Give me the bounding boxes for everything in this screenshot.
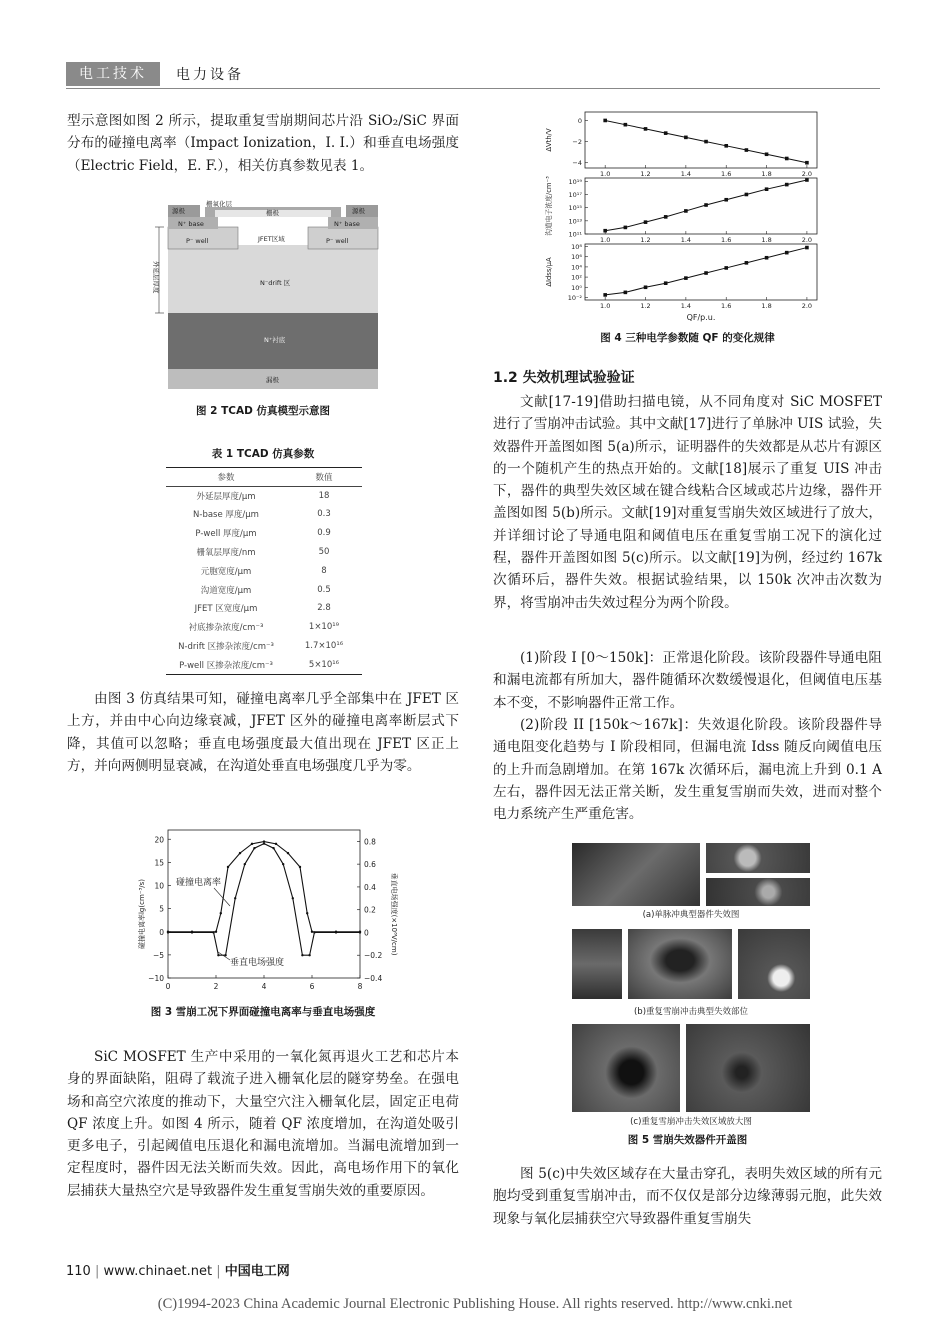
- fig4-data-point: [785, 183, 789, 187]
- table-cell-param: P-well 区掺杂浓度/cm⁻³: [179, 660, 273, 671]
- fig3-ef-point: [244, 863, 246, 865]
- fig4-y-tick-label: 10⁻²: [567, 293, 582, 302]
- fig3-ii-point: [251, 843, 253, 845]
- fig4-data-point: [745, 261, 749, 265]
- right-paragraph-4: 图 5(c)中失效区域存在大量击穿孔，表明失效区域的所有元胞均受到重复雪崩冲击，而不仅仅是部分边缘薄弱元胞，此失效现象与氧化层捕获空穴导致器件重复雪崩失: [493, 1166, 882, 1227]
- fig3-caption: 图 3 雪崩工况下界面碰撞电离率与垂直电场强度: [150, 1006, 376, 1018]
- fig3-ii-point: [239, 852, 241, 854]
- fig3-plot-frame: [168, 830, 360, 978]
- fig3-ii-point: [227, 866, 229, 868]
- fig3-x-tick-label: 2: [213, 982, 219, 991]
- fig4-panel-frame: [585, 112, 817, 168]
- fig4-data-point: [644, 220, 648, 224]
- fig4-y-tick-label: 10¹¹: [568, 230, 582, 239]
- fig4-x-tick-label: 2.0: [801, 236, 813, 244]
- fig3-ef-point: [212, 931, 214, 933]
- fig4-data-point: [765, 256, 769, 260]
- fig3-ef-point: [308, 954, 310, 956]
- fig3-right-tick-label: −0.2: [364, 951, 383, 961]
- table-cell-value: 0.9: [317, 528, 331, 539]
- fig2-label-nbase-left: N⁺ base: [178, 220, 204, 228]
- fig4-panel-frame: [585, 244, 817, 300]
- fig4-data-point: [624, 123, 628, 127]
- fig3-right-tick-label: 0.8: [364, 837, 376, 847]
- fig3-left-tick-label: 10: [154, 881, 164, 891]
- table-row: [166, 637, 362, 656]
- page-number: 110: [66, 1264, 91, 1279]
- table-row: [166, 599, 362, 618]
- table-row: [166, 524, 362, 543]
- fig2-label-jfet: JFET区域: [258, 235, 285, 243]
- fig4-x-tick-label: 1.8: [761, 170, 772, 178]
- table-cell-param: N-base 厚度/μm: [193, 510, 259, 521]
- fig4-y-tick-label: 10²: [571, 273, 582, 282]
- fig2-label-pwell-right: P⁻ well: [326, 237, 349, 245]
- right-paragraph-3: (2)阶段 II [150k～167k]：失效退化阶段。该阶段器件导通电阻变化趋势与 I 阶段相同，但漏电流 Idss 随反向阈值电压的上升而急剧增加。在第 167k 次循环后，漏电流上升到 0.1 A 左右，器件因无法正常关断，发生重复雪崩而失效，进而对整个电力系统产生严重危害。: [493, 717, 882, 823]
- fig4-x-tick-label: 1.6: [721, 236, 732, 244]
- fig4-data-point: [664, 281, 668, 285]
- fig4-x-tick-label: 2.0: [801, 170, 813, 178]
- fig4-data-point: [603, 229, 607, 233]
- fig3-ii-point: [299, 866, 301, 868]
- table-cell-param: P-well 厚度/μm: [195, 529, 257, 540]
- fig4-data-point: [603, 119, 607, 123]
- fig3-left-tick-label: −10: [148, 974, 164, 983]
- fig5c-caption: (c)重复雪崩冲击失效区域放大图: [630, 1117, 752, 1127]
- table-row: [166, 486, 362, 505]
- fig5b-photo-1: [572, 929, 622, 999]
- fig4-data-point: [785, 157, 789, 161]
- fig4-data-point: [805, 246, 809, 250]
- fig2-label-pwell-left: P⁻ well: [186, 237, 209, 245]
- fig4-x-tick-label: 2.0: [801, 302, 813, 310]
- fig3-x-tick-label: 8: [357, 982, 363, 991]
- fig3-left-tick-label: 15: [154, 858, 164, 868]
- fig3-label-ef-leader: [218, 952, 230, 960]
- fig3-ii-point: [215, 931, 217, 933]
- table-cell-value: 50: [318, 547, 330, 558]
- table-cell-value: 2.8: [317, 603, 331, 614]
- fig4-y-tick-label: 10⁰: [571, 283, 582, 292]
- fig4-data-point: [745, 148, 749, 152]
- fig4-y-tick-label: 10¹⁷: [568, 190, 582, 199]
- fig4-y-tick-label: 10⁸: [571, 243, 582, 252]
- fig3-x-tick-label: 0: [165, 982, 171, 991]
- fig5a-photo-left: [572, 843, 700, 906]
- table-row: [166, 505, 362, 524]
- fig5b-photo-3: [738, 929, 810, 999]
- fig3-left-tick-label: −5: [152, 950, 164, 960]
- section-heading: 1.2 失效机理试验验证: [493, 370, 635, 386]
- fig4-x-tick-label: 1.4: [680, 302, 692, 310]
- fig5-caption: 图 5 雪崩失效器件开盖图: [627, 1134, 748, 1146]
- fig4-x-tick-label: 1.8: [761, 302, 772, 310]
- fig4-y-tick-label: 0: [577, 116, 582, 125]
- table-row: [166, 580, 362, 599]
- fig3-ylabel-right: 垂直电场强度(×10⁶V/cm): [390, 872, 398, 956]
- table-row: [166, 561, 362, 580]
- fig2-label-source-right: 源极: [352, 207, 365, 215]
- fig4-data-point: [624, 226, 628, 230]
- fig3-ii-point: [287, 852, 289, 854]
- fig2-label-gate: 栅极: [266, 209, 279, 217]
- fig2-diagram: [150, 197, 390, 391]
- table1: [166, 467, 362, 675]
- fig3-left-tick-label: 0: [159, 927, 164, 937]
- fig3-right-tick-label: 0.4: [364, 882, 376, 892]
- fig2-label-oxide: 栅氧化层: [206, 200, 232, 208]
- fig3-x-tick-label: 4: [261, 982, 267, 991]
- journal-badge: 电工技术: [66, 62, 160, 86]
- footer-site-link[interactable]: www.chinaet.net: [103, 1264, 213, 1279]
- left-paragraph-2: 由图 3 仿真结果可知，碰撞电离率几乎全部集中在 JFET 区上方，并由中心向边缘衰减，JFET 区外的碰撞电离率断层式下降，其值可以忽略；垂直电场强度最大值出现在 JFET 区正上方，并向两侧明显衰减，在沟道处垂直电场强度几乎为零。: [67, 691, 459, 774]
- left-paragraph-1: 型示意图如图 2 所示，提取重复雪崩期间芯片沿 SiO₂/SiC 界面分布的碰撞电离率（Impact Ionization，I. I.）和垂直电场强度（Electric Field，E. F.），相关仿真参数见表 1。: [67, 113, 459, 174]
- fig3-ef-point: [217, 954, 219, 956]
- table-cell-value: 18: [318, 490, 330, 501]
- fig3-left-tick-label: 5: [159, 904, 164, 914]
- table-cell-param: 栅氧层厚度/nm: [196, 548, 256, 559]
- fig4-data-point: [684, 209, 688, 213]
- fig3-ii-point: [311, 931, 313, 933]
- fig3-ef-point: [301, 954, 303, 956]
- fig2-label-substrate: N⁺衬底: [264, 336, 286, 344]
- fig4-ylabel: ΔIdss/μA: [545, 257, 553, 287]
- fig4-caption: 图 4 三种电学参数随 QF 的变化规律: [600, 332, 775, 344]
- fig4-y-tick-label: −2: [572, 138, 582, 147]
- fig4-data-point: [724, 198, 728, 202]
- fig4-data-point: [805, 161, 809, 165]
- fig4-data-point: [664, 131, 668, 135]
- fig3-ef-point: [191, 931, 193, 933]
- fig3-ef-point: [167, 931, 169, 933]
- fig3-ef-point: [234, 897, 236, 899]
- fig4-data-point: [704, 203, 708, 207]
- fig3-right-tick-label: 0: [364, 928, 369, 938]
- fig4-x-tick-label: 1.4: [680, 236, 692, 244]
- fig4-data-point: [765, 152, 769, 156]
- table1-header-row: [166, 468, 362, 487]
- fig3-ef-point: [224, 954, 226, 956]
- fig4-x-tick-label: 1.2: [640, 236, 651, 244]
- table-cell-param: 元胞宽度/μm: [200, 566, 252, 577]
- fig4-y-tick-label: 10¹³: [568, 217, 582, 226]
- table-cell-value: 0.3: [317, 509, 331, 520]
- fig4-data-point: [704, 271, 708, 275]
- table-cell-param: 沟道宽度/μm: [200, 585, 252, 596]
- table-cell-param: 衬底掺杂浓度/cm⁻³: [188, 623, 264, 634]
- fig4-y-tick-label: 10¹⁵: [568, 204, 582, 213]
- fig4-x-tick-label: 1.2: [640, 170, 651, 178]
- fig3-label-ef: 垂直电场强度: [230, 958, 285, 968]
- fig4-x-tick-label: 1.0: [600, 170, 611, 178]
- table-cell-param: 外延层厚度/μm: [196, 491, 256, 502]
- fig4-x-tick-label: 1.0: [600, 236, 611, 244]
- fig4-data-point: [745, 193, 749, 197]
- fig4-xlabel: QF/p.u.: [686, 313, 716, 322]
- table-cell-value: 1.7×10¹⁶: [304, 641, 344, 652]
- fig3-ef-point: [272, 847, 274, 849]
- table-row: [166, 655, 362, 674]
- fig4-data-point: [624, 291, 628, 295]
- fig4-x-tick-label: 1.2: [640, 302, 651, 310]
- fig3-chart: [130, 822, 408, 998]
- fig4-data-point: [785, 251, 789, 255]
- table-row: [166, 543, 362, 562]
- fig4-x-tick-label: 1.6: [721, 302, 732, 310]
- fig4-y-tick-label: 10⁴: [571, 263, 582, 272]
- fig4-x-tick-label: 1.4: [680, 170, 692, 178]
- fig5c-photo-2: [686, 1024, 810, 1112]
- right-paragraph-2: (1)阶段 I [0～150k]：正常退化阶段。该阶段器件导通电阻和漏电流都有所加大，器件随循环次数缓慢退化，但阈值电压基本不变，不影响器件正常工作。: [493, 650, 882, 711]
- fig3-ii-point: [263, 840, 265, 842]
- fig4-data-point: [684, 276, 688, 280]
- fig5a-caption: (a)单脉冲典型器件失效图: [642, 910, 740, 920]
- fig5b-caption: (b)重复雪崩冲击典型失效部位: [633, 1007, 749, 1017]
- table1-header: 数值: [315, 472, 333, 483]
- fig4-data-point: [724, 266, 728, 270]
- fig4-data-point: [664, 215, 668, 219]
- fig3-ef-point: [313, 931, 315, 933]
- fig3-left-tick-label: 20: [154, 835, 164, 845]
- fig3-ii-point: [306, 912, 308, 914]
- section-title: 电力设备: [176, 67, 244, 83]
- fig3-ef-point: [253, 847, 255, 849]
- fig2-label-nbase-right: N⁺ base: [334, 220, 360, 228]
- fig3-ii-point: [220, 912, 222, 914]
- fig3-right-tick-label: −0.4: [364, 974, 383, 983]
- fig3-label-ii: 碰撞电离率: [176, 878, 222, 888]
- table-cell-param: JFET 区宽度/μm: [194, 604, 258, 615]
- fig2-label-epi: 外延层厚度: [152, 261, 160, 294]
- fig2-label-drift: N⁻drift 区: [260, 279, 291, 287]
- page-footer: 110 | www.chinaet.net | 中国电工网: [66, 1264, 290, 1279]
- fig4-data-point: [765, 187, 769, 191]
- fig4-y-tick-label: −4: [572, 159, 582, 168]
- fig4-data-point: [644, 127, 648, 131]
- fig3-right-tick-label: 0.2: [364, 905, 376, 915]
- fig3-right-tick-label: 0.6: [364, 860, 376, 870]
- fig5b-photo-2: [628, 929, 732, 999]
- table-cell-value: 0.5: [317, 584, 331, 595]
- copyright-line: (C)1994-2023 China Academic Journal Electronic Publishing House. All rights reserved. http://www.cnki.net: [157, 1296, 793, 1312]
- table1-header: 参数: [217, 472, 235, 483]
- fig5a-photo-zoom-bottom: [706, 878, 810, 906]
- fig4-data-point: [603, 293, 607, 297]
- fig3-ef-point: [292, 897, 294, 899]
- fig4-ylabel: 沟道电子浓度/cm⁻³: [545, 176, 553, 236]
- table-row: [166, 618, 362, 637]
- fig5a-photo-zoom-top: [706, 843, 810, 873]
- fig4-x-tick-label: 1.8: [761, 236, 772, 244]
- right-paragraph-1: 文献[17-19]借助扫描电镜，从不同角度对 SiC MOSFET 进行了雪崩冲击试验。其中文献[17]进行了单脉冲 UIS 试验，失效器件开盖图如图 5(a)所示，证明器件的失效都是从芯片有源区的一个随机产生的热点开始的。文献[18]展示了重复 UIS 冲击下，器件的典型失效区域在键合线粘合区域或芯片边缘，器件开盖图如图 5(b)所示。文献[19]对重复雪崩失效区域进行了放大，并详细讨论了导通电阻和阈值电压在重复雪崩工况下的演化过程，器件开盖图如图 5(c)所示。以文献[19]为例，经过约 167k 次循环后，器件失效。根据试验结果，以 150k 次冲击次数为界，将雪崩冲击失效过程分为两个阶段。: [493, 394, 882, 611]
- table-cell-value: 8: [321, 565, 327, 576]
- fig5c-photo-1: [572, 1024, 680, 1112]
- fig3-ef-point: [335, 931, 337, 933]
- fig3-ylabel-left: 碰撞电离率lg(cm⁻³/s): [138, 878, 146, 950]
- fig4-y-tick-label: 10¹⁹: [568, 177, 582, 186]
- fig4-data-point: [684, 136, 688, 140]
- fig4-y-tick-label: 10⁶: [571, 253, 582, 262]
- fig4-data-point: [704, 140, 708, 144]
- fig3-series-ef-line: [168, 844, 360, 956]
- table-cell-value: 1×10¹⁹: [308, 622, 340, 633]
- fig3-ef-point: [359, 931, 361, 933]
- left-paragraph-3: SiC MOSFET 生产中采用的一氧化氮再退火工艺和芯片本身的界面缺陷，阻碍了载流子进入栅氧化层的隧穿势垒。在强电场和高空穴浓度的推动下，大量空穴注入栅氧化层，固定正电荷 QF 浓度上升。如图 4 所示，随着 QF 浓度增加，在沟道处吸引更多电子，引起阈值电压退化和漏电流增加。当漏电流增加到一定程度时，器件因无法关断而失效。因此，高电场作用下的氧化层捕获大量热空穴是导致器件发生重复雪崩失效的重要原因。: [67, 1049, 459, 1199]
- fig2-label-source-left: 源极: [172, 207, 185, 215]
- table1-caption: 表 1 TCAD 仿真参数: [211, 448, 315, 460]
- footer-brand: 中国电工网: [224, 1264, 290, 1279]
- table-cell-value: 5×10¹⁶: [308, 659, 340, 670]
- table-cell-param: N-drift 区掺杂浓度/cm⁻³: [178, 642, 274, 653]
- fig4-chart: [535, 108, 835, 326]
- fig3-ef-point: [282, 863, 284, 865]
- fig4-x-tick-label: 1.6: [721, 170, 732, 178]
- fig4-data-point: [805, 178, 809, 182]
- fig2-label-drain: 漏极: [266, 376, 279, 384]
- fig3-x-tick-label: 6: [309, 982, 315, 991]
- header-divider: [66, 88, 880, 89]
- fig4-x-tick-label: 1.0: [600, 302, 611, 310]
- fig4-data-point: [644, 285, 648, 289]
- fig4-data-point: [724, 144, 728, 148]
- fig2-caption: 图 2 TCAD 仿真模型示意图: [196, 405, 330, 417]
- fig3-ii-point: [275, 843, 277, 845]
- fig4-ylabel: ΔVth/V: [545, 128, 553, 152]
- fig3-ef-point: [263, 842, 265, 844]
